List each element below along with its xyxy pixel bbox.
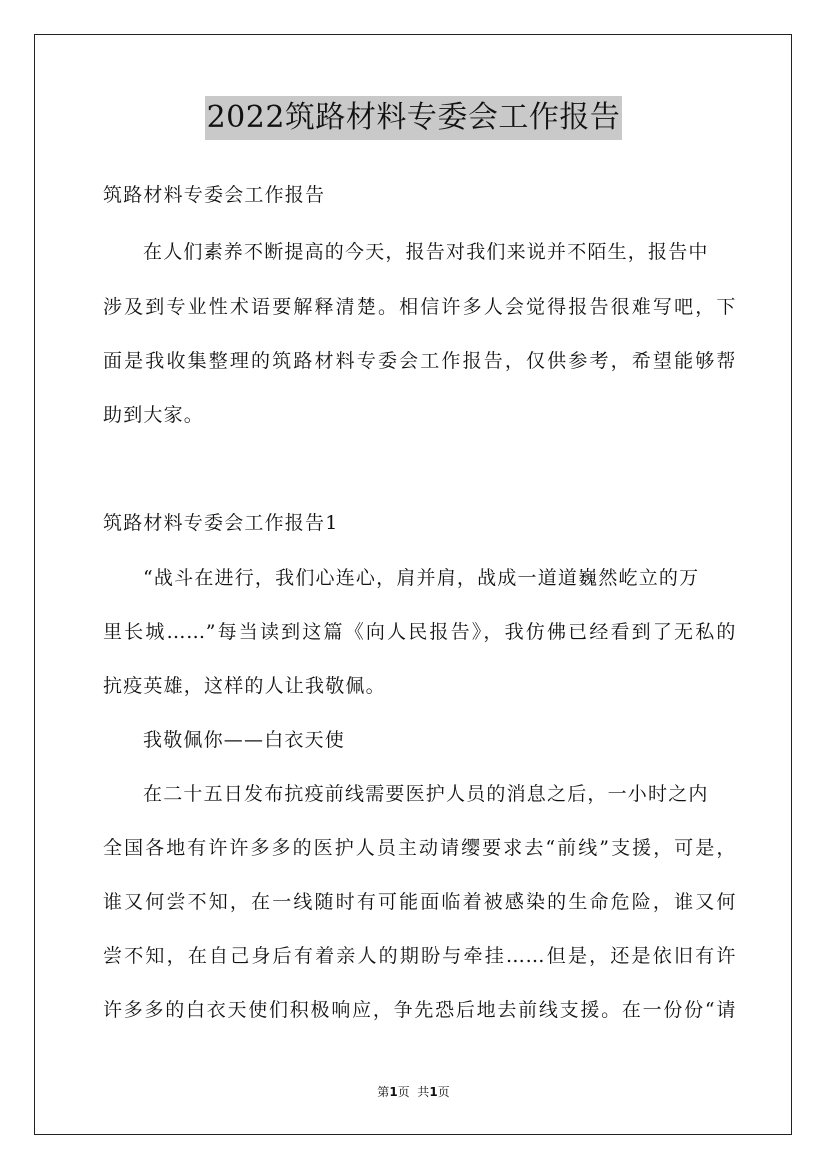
para2-line: 全国各地有许许多多的医护人员主动请缨要求去“前线”支援，可是， [103,837,736,859]
para2-line: 谁又何尝不知，在一线随时有可能面临着被感染的生命危险，谁又何 [103,891,736,913]
para1-line: 里长城……”每当读到这篇《向人民报告》，我仿佛已经看到了无私的 [103,621,736,643]
intro-line: 涉及到专业性术语要解释清楚。相信许多人会觉得报告很难写吧，下 [103,296,736,318]
intro-line: 助到大家。 [103,404,205,426]
para2-line: 在二十五日发布抗疫前线需要医护人员的消息之后，一小时之内 [143,783,709,805]
document-title: 2022筑路材料专委会工作报告 [205,96,623,140]
title-container [0,96,827,140]
sub-heading: 我敬佩你——白衣天使 [143,729,346,751]
intro-line: 面是我收集整理的筑路材料专委会工作报告，仅供参考，希望能够帮 [103,350,736,372]
para1-line: 抗疫英雄，这样的人让我敬佩。 [103,675,386,697]
footer-mid: 页 共 [397,1085,430,1099]
footer-prefix: 第 [377,1085,390,1099]
para2-line: 许多多的白衣天使们积极响应，争先恐后地去前线支援。在一份份“请 [103,999,736,1021]
section-heading: 筑路材料专委会工作报告1 [103,512,339,534]
footer-total-pages: 1 [429,1085,438,1099]
page-footer [0,1083,827,1100]
footer-page-number: 1 [389,1085,398,1099]
intro-line: 在人们素养不断提高的今天，报告对我们来说并不陌生，报告中 [143,241,709,263]
para2-line: 尝不知，在自己身后有着亲人的期盼与牵挂……但是，还是依旧有许 [103,945,736,967]
subtitle: 筑路材料专委会工作报告 [103,184,326,206]
para1-line: “战斗在进行，我们心连心，肩并肩，战成一道道巍然屹立的万 [143,567,700,589]
footer-suffix: 页 [437,1085,450,1099]
